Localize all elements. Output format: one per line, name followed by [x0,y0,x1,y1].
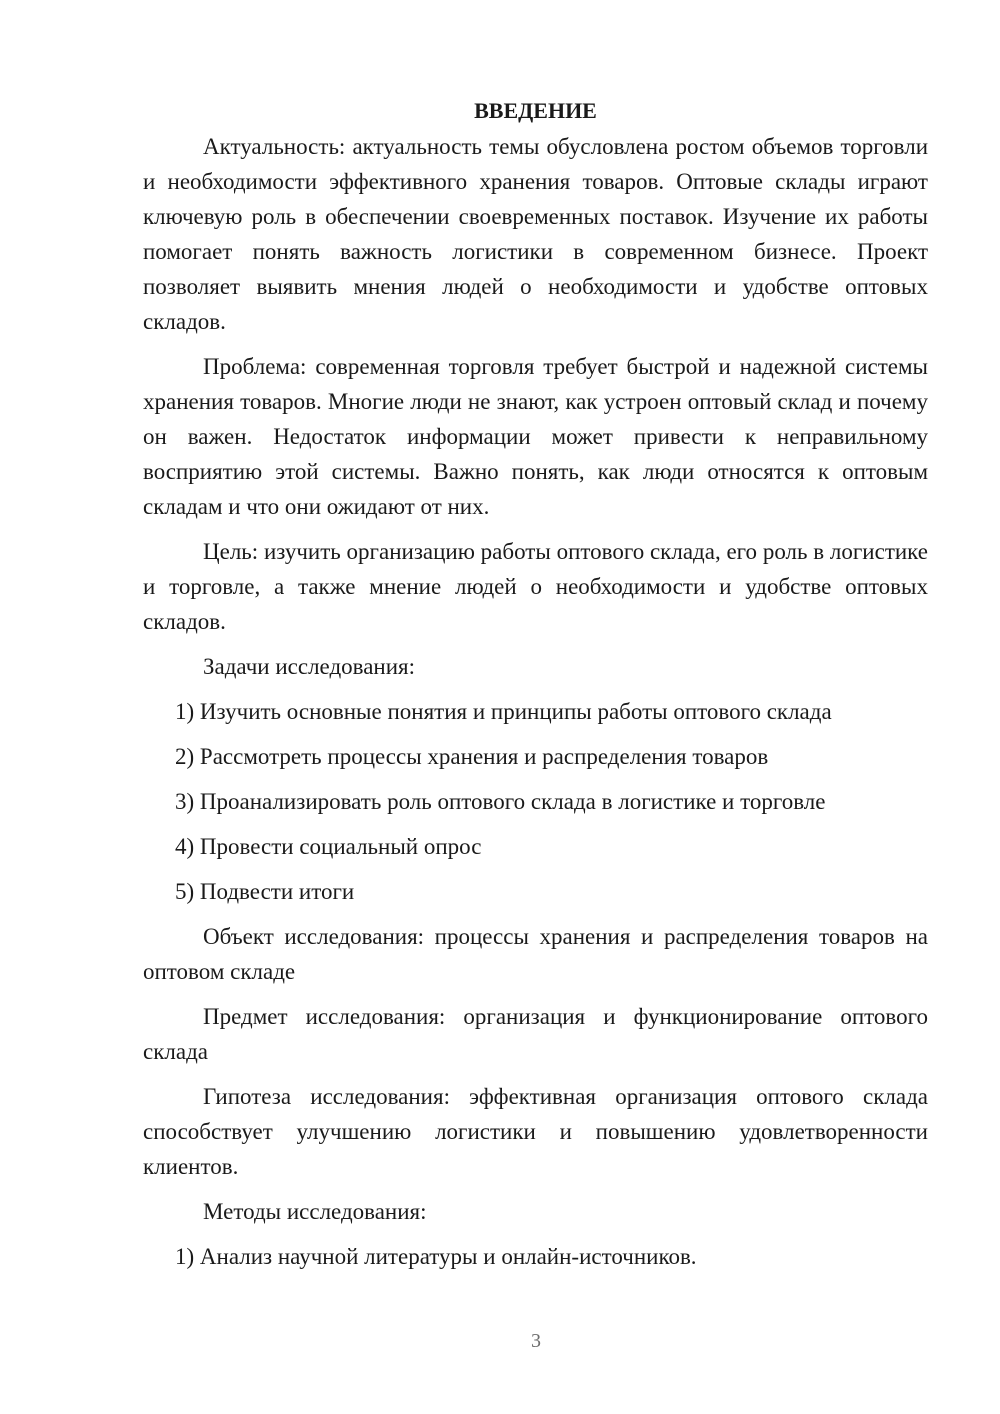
task-item: 1) Изучить основные понятия и принципы работы оптового склада [175,699,832,724]
task-item: 3) Проанализировать роль оптового склада в логистике и торговле [175,789,826,814]
tasks-title: Задачи исследования: [203,654,416,679]
task-item: 4) Провести социальный опрос [175,834,482,859]
page-number: 3 [531,1330,541,1352]
task-item: 2) Рассмотреть процессы хранения и распределения товаров [175,744,769,769]
hypothesis-paragraph: Гипотеза исследования: эффективная организация оптового склада способствует улучшению логистики и повышению удовлетворенности клиентов. [143,1084,928,1179]
methods-list [143,1239,928,1274]
page-content [143,93,928,1284]
relevance-paragraph: Актуальность: актуальность темы обусловлена ростом объемов торговли и необходимости эффективного хранения товаров. Оптовые склады играют ключевую роль в обеспечении своевременных поставок. Изучение их работы помогает понять важность логистики в современном бизнесе. Проект позволяет выявить мнения людей о необходимости и удобстве оптовых складов. [143,134,928,334]
tasks-list [143,694,928,909]
task-item: 5) Подвести итоги [175,879,355,904]
methods-title: Методы исследования: [203,1199,427,1224]
object-paragraph: Объект исследования: процессы хранения и распределения товаров на оптовом складе [143,924,928,984]
page-heading: ВВЕДЕНИЕ [474,98,597,123]
goal-paragraph: Цель: изучить организацию работы оптового склада, его роль в логистике и торговле, а также мнение людей о необходимости и удобстве оптовых складов. [143,539,928,634]
method-item: 1) Анализ научной литературы и онлайн-источников. [175,1244,697,1269]
subject-paragraph: Предмет исследования: организация и функционирование оптового склада [143,1004,928,1064]
problem-paragraph: Проблема: современная торговля требует быстрой и надежной системы хранения товаров. Многие люди не знают, как устроен оптовый склад и почему он важен. Недостаток информации может привести к неправильному восприятию этой системы. Важно понять, как люди относятся к оптовым складам и что они ожидают от них. [143,354,928,519]
